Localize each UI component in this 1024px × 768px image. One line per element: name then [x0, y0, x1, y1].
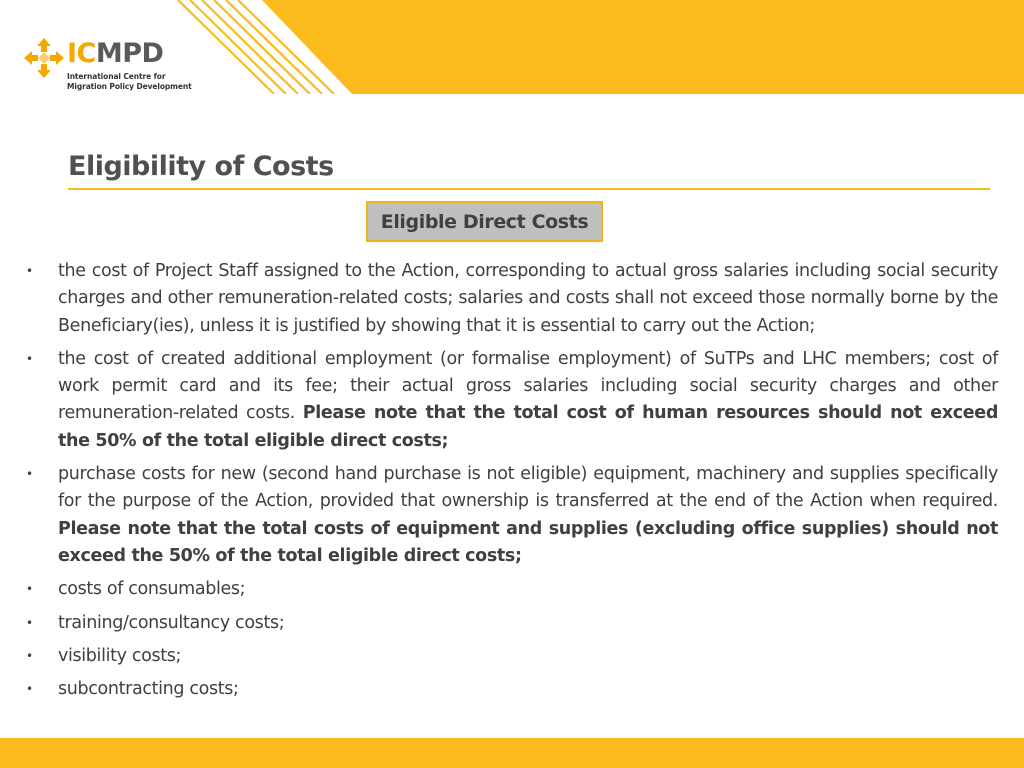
logo-subtitle	[67, 72, 192, 92]
section-badge: Eligible Direct Costs	[366, 201, 603, 242]
logo-word-ic: IC	[67, 38, 96, 69]
item-text: the cost of created additional employment (or formalise employment) of SuTPs and LHC members; cost of work permit card and its fee; their actual gross salaries including social security charges and other remuneration-related costs.	[58, 348, 998, 424]
list-item	[24, 576, 998, 603]
item-text: the cost of Project Staff assigned to the Action, corresponding to actual gross salaries including social security charges and other remuneration-related costs; salaries and costs shall not exceed those normally borne by the Beneficiary(ies), unless it is justified by showing that it is essential to carry out the Action;	[58, 261, 998, 336]
list-item	[24, 610, 998, 637]
bullet: •	[26, 582, 33, 597]
bullet: •	[26, 264, 33, 278]
list-item	[24, 346, 998, 455]
icmpd-logo	[24, 38, 214, 98]
list-item	[24, 258, 998, 340]
logo-subtitle-line2: Migration Policy Development	[67, 82, 192, 91]
item-note: Please note that the total costs of equipment and supplies (excluding office supplies) should not exceed the 50% of the total eligible direct costs;	[58, 518, 998, 566]
bullet: •	[26, 467, 33, 482]
cost-list	[24, 258, 998, 709]
list-item	[24, 461, 998, 570]
list-item	[24, 643, 998, 670]
logo-wordmark	[67, 38, 163, 70]
item-text: training/consultancy costs;	[58, 612, 285, 633]
footer-band	[0, 738, 1024, 768]
logo-word-mpd: MPD	[95, 38, 164, 69]
item-text: subcontracting costs;	[58, 679, 239, 700]
item-text: purchase costs for new (second hand purchase is not eligible) equipment, machinery and supplies specifically for the purpose of the Action, provided that ownership is transferred at the end of the Action when required.	[58, 464, 998, 512]
title-underline	[68, 188, 990, 190]
item-text: visibility costs;	[58, 645, 182, 666]
bullet: •	[26, 682, 33, 697]
item-text: costs of consumables;	[58, 579, 246, 600]
item-note: Please note that the total cost of human resources should not exceed the 50% of the total eligible direct costs;	[58, 403, 998, 451]
bullet: •	[26, 351, 33, 366]
bullet: •	[26, 615, 33, 630]
slide-title: Eligibility of Costs	[68, 151, 334, 182]
arrows-diamond-icon	[24, 38, 64, 78]
logo-subtitle-line1: International Centre for	[67, 72, 166, 81]
bullet: •	[26, 648, 33, 663]
list-item	[24, 676, 998, 703]
